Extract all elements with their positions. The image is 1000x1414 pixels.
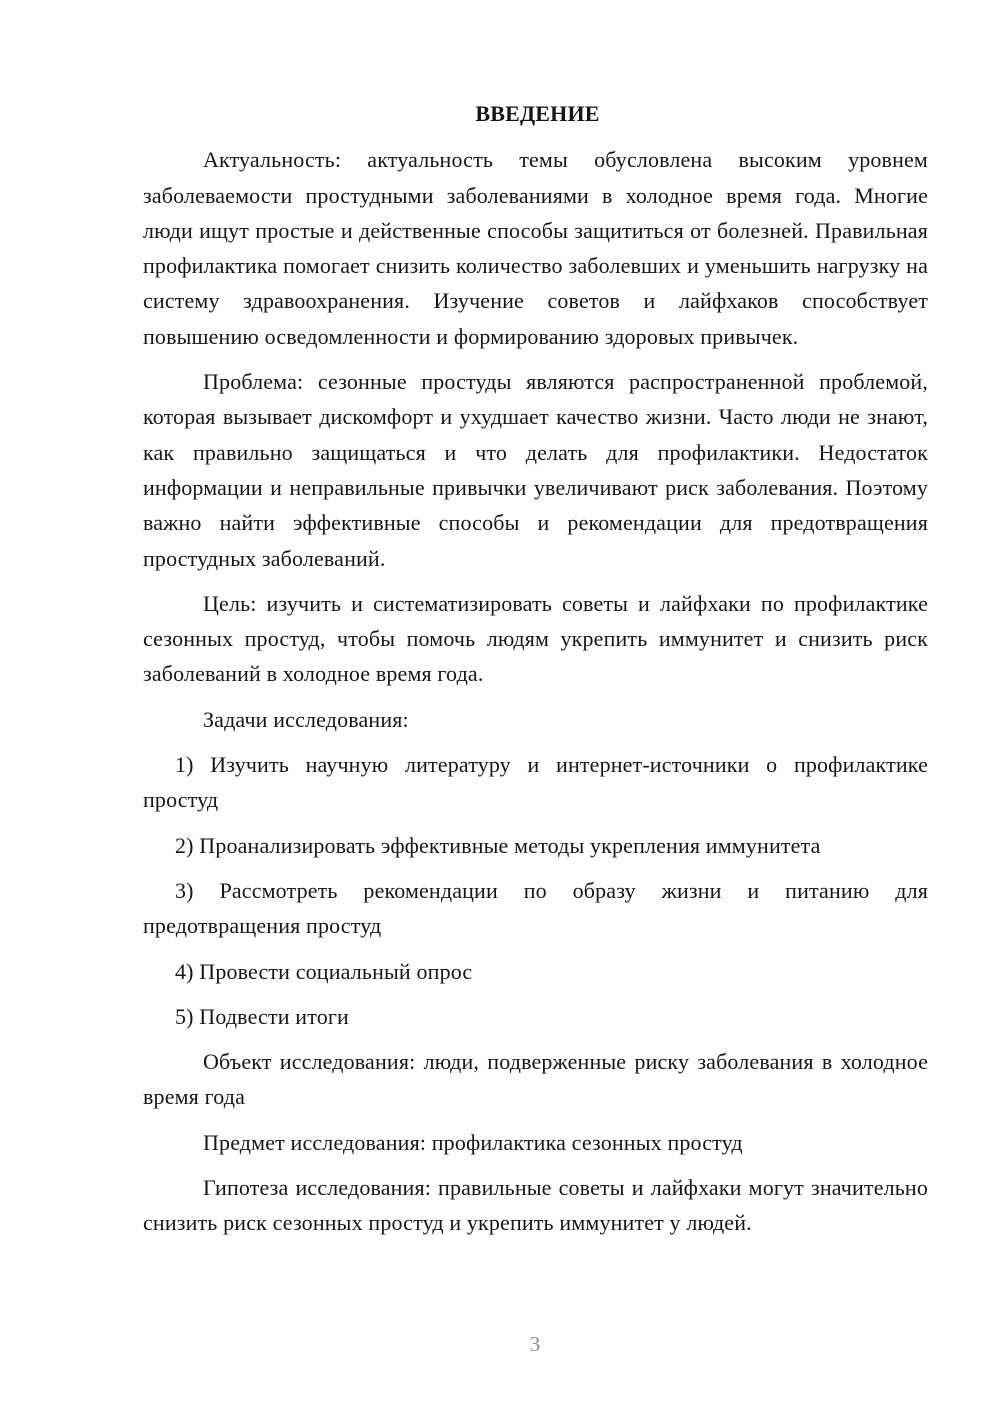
paragraph-subject: Предмет исследования: профилактика сезонных простуд — [203, 1129, 743, 1155]
page-number: 3 — [529, 1332, 541, 1356]
paragraph-problem: Проблема: сезонные простуды являются распространенной проблемой, которая вызывает дискомфорт и ухудшает качество жизни. Часто люди не знают, как правильно защищаться и что делать для профилактики. Недостаток информации и неправильные привычки увеличивают риск заболевания. Поэтому важно найти эффективные способы и рекомендации для предотвращения простудных заболеваний. — [143, 369, 928, 571]
task-item-5: 5) Подвести итоги — [175, 1003, 349, 1029]
paragraph-object: Объект исследования: люди, подверженные риску заболевания в холодное время года — [143, 1049, 928, 1110]
page-content — [143, 96, 928, 1251]
paragraph-goal: Цель: изучить и систематизировать советы и лайфхаки по профилактике сезонных простуд, чтобы помочь людям укрепить иммунитет и снизить риск заболеваний в холодное время года. — [143, 590, 928, 687]
paragraph-relevance: Актуальность: актуальность темы обусловлена высоким уровнем заболеваемости простудными заболеваниями в холодное время года. Многие люди ищут простые и действенные способы защититься от болезней. Правильная профилактика помогает снизить количество заболевших и уменьшить нагрузку на систему здравоохранения. Изучение советов и лайфхаков способствует повышению осведомленности и формированию здоровых привычек. — [143, 147, 928, 349]
task-item-3: 3) Рассмотреть рекомендации по образу жизни и питанию для предотвращения простуд — [143, 877, 928, 939]
task-item-1: 1) Изучить научную литературу и интернет-источники о профилактике простуд — [143, 752, 928, 813]
task-item-2: 2) Проанализировать эффективные методы укрепления иммунитета — [175, 832, 821, 858]
paragraph-hypothesis: Гипотеза исследования: правильные советы и лайфхаки могут значительно снизить риск сезонных простуд и укрепить иммунитет у людей. — [143, 1175, 928, 1236]
task-item-4: 4) Провести социальный опрос — [175, 958, 473, 984]
tasks-list — [143, 747, 928, 1034]
paragraph-tasks-title: Задачи исследования: — [203, 706, 409, 732]
section-heading: ВВЕДЕНИЕ — [475, 101, 600, 126]
